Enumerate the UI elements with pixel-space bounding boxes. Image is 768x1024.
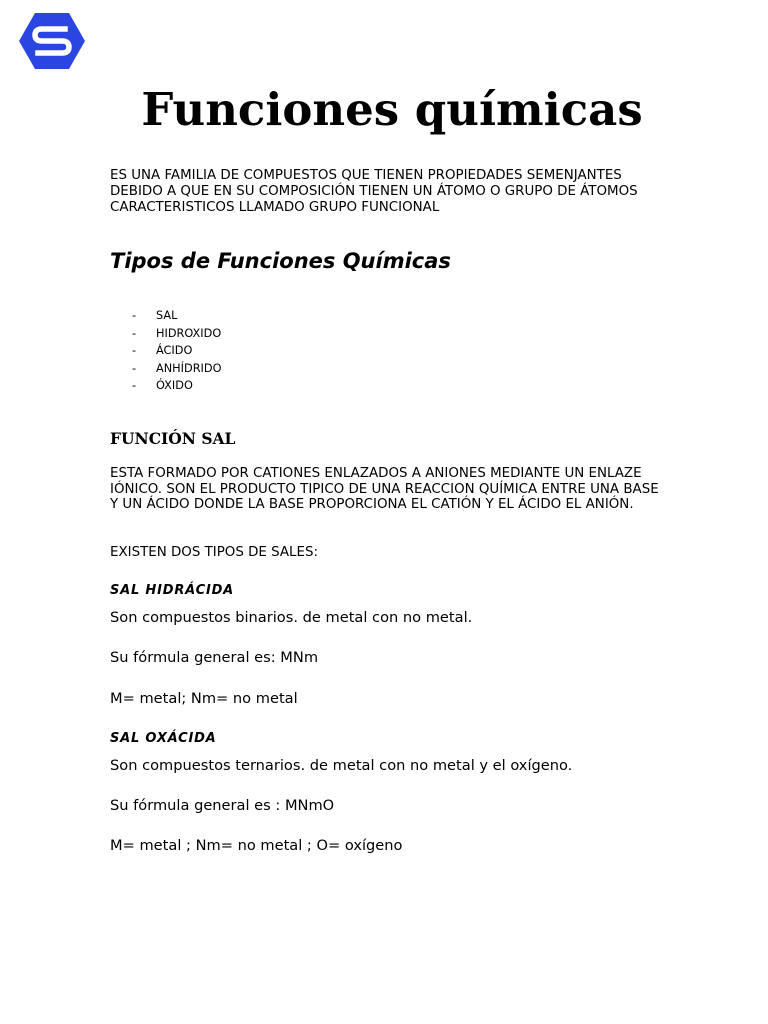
- list-item-label: HIDROXIDO: [156, 326, 222, 340]
- list-item: [132, 325, 221, 343]
- list-item: [132, 377, 221, 395]
- list-item-label: ÓXIDO: [156, 379, 193, 393]
- oxacida-heading: SAL OXÁCIDA: [110, 731, 217, 746]
- sal-definition: ESTA FORMADO POR CATIONES ENLAZADOS A ANIONES MEDIANTE UN ENLAZE IÓNICO. SON EL PRODUCTO TIPICO DE UNA REACCION QUÍMICA ENTRE UNA BASE Y UN ÁCIDO DONDE LA BASE PROPORCIONA EL CATIÓN Y EL ÁCIDO EL ANIÓN.: [110, 466, 659, 513]
- hidracida-description: Son compuestos binarios. de metal con no metal.: [110, 609, 473, 626]
- page-title: Funciones químicas: [141, 83, 643, 136]
- list-item: [132, 360, 221, 378]
- list-bullet: -: [132, 326, 137, 340]
- list-bullet: -: [132, 344, 137, 358]
- list-item-label: ANHÍDRIDO: [156, 361, 222, 375]
- list-bullet: -: [132, 361, 137, 375]
- list-bullet: -: [132, 309, 137, 322]
- list-item: [132, 307, 221, 325]
- hidracida-heading: SAL HIDRÁCIDA: [110, 583, 235, 598]
- hexagon-s-logo-icon: [18, 12, 86, 70]
- types-list: [132, 307, 221, 395]
- types-heading: Tipos de Funciones Químicas: [110, 249, 451, 273]
- hidracida-legend: M= metal; Nm= no metal: [110, 690, 298, 707]
- oxacida-formula: Su fórmula general es : MNmO: [110, 797, 335, 814]
- hidracida-formula: Su fórmula general es: MNm: [110, 649, 319, 666]
- sal-section-heading: FUNCIÓN SAL: [110, 429, 236, 448]
- oxacida-description: Son compuestos ternarios. de metal con no metal y el oxígeno.: [110, 757, 573, 774]
- oxacida-legend: M= metal ; Nm= no metal ; O= oxígeno: [110, 837, 403, 854]
- list-item: [132, 342, 221, 360]
- list-item-label: ÁCIDO: [156, 344, 193, 358]
- sal-types-intro: EXISTEN DOS TIPOS DE SALES:: [110, 545, 318, 560]
- intro-paragraph: ES UNA FAMILIA DE COMPUESTOS QUE TIENEN PROPIEDADES SEMENJANTES DEBIDO A QUE EN SU COMPOSICIÓN TIENEN UN ÁTOMO O GRUPO DE ÁTOMOS CARACTERISTICOS LLAMADO GRUPO FUNCIONAL: [110, 168, 638, 215]
- list-item-label: SAL: [156, 309, 178, 322]
- list-bullet: -: [132, 379, 137, 393]
